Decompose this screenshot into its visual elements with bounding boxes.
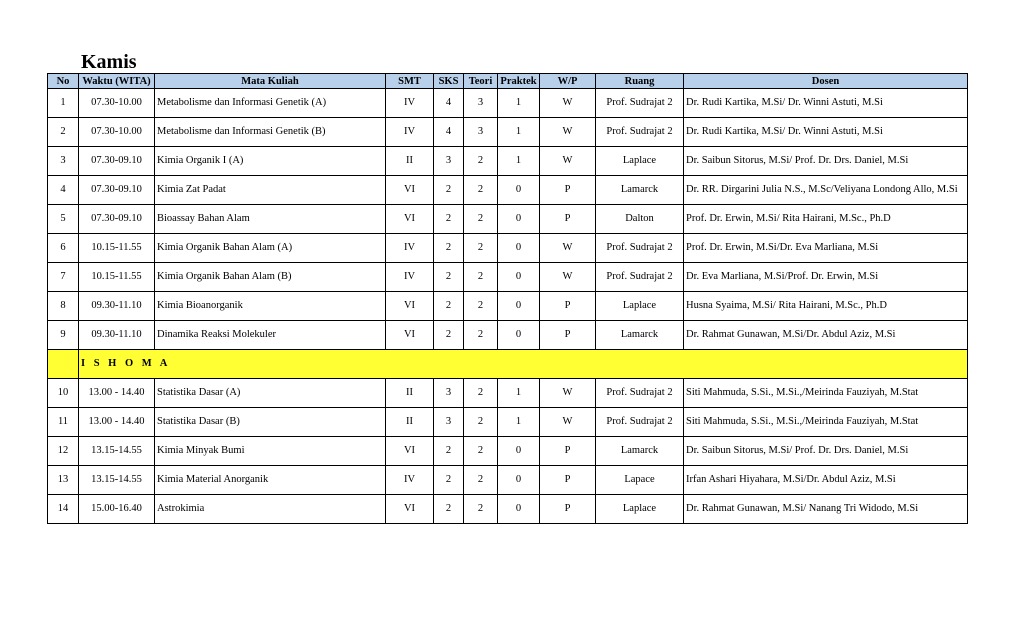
cell-waktu: 13.00 - 14.40 <box>79 408 155 437</box>
cell-waktu: 07.30-10.00 <box>79 89 155 118</box>
cell-ruang: Prof. Sudrajat 2 <box>596 379 684 408</box>
cell-dosen: Siti Mahmuda, S.Si., M.Si.,/Meirinda Fauziyah, M.Stat <box>684 408 968 437</box>
cell-no: 9 <box>48 321 79 350</box>
cell-wp: W <box>540 379 596 408</box>
cell-wp: W <box>540 408 596 437</box>
cell-no: 3 <box>48 147 79 176</box>
table-row <box>48 89 968 118</box>
cell-dosen: Dr. Saibun Sitorus, M.Si/ Prof. Dr. Drs. Daniel, M.Si <box>684 437 968 466</box>
cell-smt: IV <box>386 89 434 118</box>
header-no: No <box>48 74 79 89</box>
cell-no: 13 <box>48 466 79 495</box>
table-row <box>48 379 968 408</box>
cell-praktek: 0 <box>498 205 540 234</box>
cell-smt: VI <box>386 437 434 466</box>
cell-mata-kuliah: Kimia Zat Padat <box>155 176 386 205</box>
cell-waktu: 07.30-09.10 <box>79 147 155 176</box>
table-row <box>48 408 968 437</box>
cell-smt: VI <box>386 321 434 350</box>
cell-sks: 2 <box>434 466 464 495</box>
cell-waktu: 13.15-14.55 <box>79 466 155 495</box>
cell-sks: 2 <box>434 292 464 321</box>
cell-dosen: Siti Mahmuda, S.Si., M.Si.,/Meirinda Fauziyah, M.Stat <box>684 379 968 408</box>
cell-ruang: Laplace <box>596 292 684 321</box>
header-teori: Teori <box>464 74 498 89</box>
cell-smt: IV <box>386 118 434 147</box>
cell-teori: 2 <box>464 408 498 437</box>
cell-no: 14 <box>48 495 79 524</box>
cell-dosen: Irfan Ashari Hiyahara, M.Si/Dr. Abdul Aziz, M.Si <box>684 466 968 495</box>
cell-smt: II <box>386 408 434 437</box>
cell-praktek: 1 <box>498 147 540 176</box>
cell-teori: 2 <box>464 263 498 292</box>
cell-teori: 2 <box>464 234 498 263</box>
cell-mata-kuliah: Kimia Bioanorganik <box>155 292 386 321</box>
cell-dosen: Prof. Dr. Erwin, M.Si/Dr. Eva Marliana, M.Si <box>684 234 968 263</box>
cell-mata-kuliah: Kimia Organik Bahan Alam (A) <box>155 234 386 263</box>
cell-no: 10 <box>48 379 79 408</box>
cell-no: 5 <box>48 205 79 234</box>
table-row <box>48 437 968 466</box>
cell-dosen: Dr. Rudi Kartika, M.Si/ Dr. Winni Astuti, M.Si <box>684 89 968 118</box>
cell-wp: W <box>540 89 596 118</box>
header-smt: SMT <box>386 74 434 89</box>
cell-ruang: Lamarck <box>596 437 684 466</box>
table-row <box>48 176 968 205</box>
cell-teori: 3 <box>464 89 498 118</box>
cell-mata-kuliah: Bioassay Bahan Alam <box>155 205 386 234</box>
cell-mata-kuliah: Statistika Dasar (A) <box>155 379 386 408</box>
cell-praktek: 0 <box>498 234 540 263</box>
cell-praktek: 1 <box>498 379 540 408</box>
cell-wp: W <box>540 234 596 263</box>
header-dosen: Dosen <box>684 74 968 89</box>
cell-ruang: Lapace <box>596 466 684 495</box>
cell-sks: 2 <box>434 495 464 524</box>
table-row <box>48 118 968 147</box>
cell-wp: W <box>540 263 596 292</box>
cell-praktek: 0 <box>498 176 540 205</box>
cell-dosen: Dr. RR. Dirgarini Julia N.S., M.Sc/Veliyana Londong Allo, M.Si <box>684 176 968 205</box>
cell-waktu: 07.30-09.10 <box>79 176 155 205</box>
cell-sks: 4 <box>434 118 464 147</box>
cell-smt: IV <box>386 234 434 263</box>
header-praktek: Praktek <box>498 74 540 89</box>
header-ruang: Ruang <box>596 74 684 89</box>
cell-sks: 2 <box>434 263 464 292</box>
cell-smt: IV <box>386 263 434 292</box>
cell-mata-kuliah: Astrokimia <box>155 495 386 524</box>
cell-dosen: Husna Syaima, M.Si/ Rita Hairani, M.Sc., Ph.D <box>684 292 968 321</box>
cell-waktu: 10.15-11.55 <box>79 234 155 263</box>
cell-teori: 3 <box>464 118 498 147</box>
table-header <box>48 74 968 89</box>
cell-waktu: 07.30-09.10 <box>79 205 155 234</box>
cell-wp: W <box>540 147 596 176</box>
table-row <box>48 466 968 495</box>
cell-teori: 2 <box>464 176 498 205</box>
cell-wp: P <box>540 176 596 205</box>
cell-no: 12 <box>48 437 79 466</box>
cell-teori: 2 <box>464 466 498 495</box>
cell-mata-kuliah: Kimia Organik Bahan Alam (B) <box>155 263 386 292</box>
cell-teori: 2 <box>464 379 498 408</box>
header-waktu: Waktu (WITA) <box>79 74 155 89</box>
cell-ruang: Prof. Sudrajat 2 <box>596 263 684 292</box>
cell-wp: P <box>540 466 596 495</box>
cell-smt: VI <box>386 176 434 205</box>
cell-wp: P <box>540 495 596 524</box>
cell-smt: VI <box>386 495 434 524</box>
cell-mata-kuliah: Metabolisme dan Informasi Genetik (B) <box>155 118 386 147</box>
cell-praktek: 0 <box>498 321 540 350</box>
cell-wp: P <box>540 437 596 466</box>
cell-smt: IV <box>386 466 434 495</box>
cell-no: 2 <box>48 118 79 147</box>
cell-no: 7 <box>48 263 79 292</box>
cell-waktu: 09.30-11.10 <box>79 292 155 321</box>
cell-praktek: 1 <box>498 89 540 118</box>
cell-sks: 3 <box>434 408 464 437</box>
cell-teori: 2 <box>464 495 498 524</box>
cell-sks: 2 <box>434 205 464 234</box>
cell-mata-kuliah: Dinamika Reaksi Molekuler <box>155 321 386 350</box>
cell-waktu: 13.15-14.55 <box>79 437 155 466</box>
break-label: I S H O M A <box>79 350 968 379</box>
break-row <box>48 350 968 379</box>
cell-waktu: 10.15-11.55 <box>79 263 155 292</box>
table-row <box>48 495 968 524</box>
cell-waktu: 15.00-16.40 <box>79 495 155 524</box>
cell-no: 1 <box>48 89 79 118</box>
cell-teori: 2 <box>464 437 498 466</box>
cell-teori: 2 <box>464 147 498 176</box>
cell-ruang: Lamarck <box>596 321 684 350</box>
header-mata-kuliah: Mata Kuliah <box>155 74 386 89</box>
cell-praktek: 0 <box>498 263 540 292</box>
cell-wp: P <box>540 321 596 350</box>
cell-ruang: Prof. Sudrajat 2 <box>596 118 684 147</box>
cell-ruang: Laplace <box>596 495 684 524</box>
cell-teori: 2 <box>464 321 498 350</box>
cell-sks: 3 <box>434 379 464 408</box>
cell-teori: 2 <box>464 205 498 234</box>
cell-dosen: Dr. Rahmat Gunawan, M.Si/Dr. Abdul Aziz, M.Si <box>684 321 968 350</box>
cell-sks: 2 <box>434 437 464 466</box>
cell-praktek: 0 <box>498 437 540 466</box>
table-body <box>48 89 968 524</box>
cell-no: 4 <box>48 176 79 205</box>
cell-waktu: 07.30-10.00 <box>79 118 155 147</box>
cell-mata-kuliah: Kimia Organik I (A) <box>155 147 386 176</box>
break-blank-cell <box>48 350 79 379</box>
table-row <box>48 292 968 321</box>
cell-ruang: Prof. Sudrajat 2 <box>596 89 684 118</box>
cell-waktu: 09.30-11.10 <box>79 321 155 350</box>
cell-ruang: Laplace <box>596 147 684 176</box>
cell-ruang: Lamarck <box>596 176 684 205</box>
cell-sks: 4 <box>434 89 464 118</box>
cell-no: 6 <box>48 234 79 263</box>
table-row <box>48 263 968 292</box>
schedule-table <box>47 73 968 524</box>
cell-sks: 2 <box>434 176 464 205</box>
cell-smt: II <box>386 379 434 408</box>
cell-mata-kuliah: Kimia Minyak Bumi <box>155 437 386 466</box>
header-wp: W/P <box>540 74 596 89</box>
table-row <box>48 234 968 263</box>
cell-dosen: Dr. Rahmat Gunawan, M.Si/ Nanang Tri Widodo, M.Si <box>684 495 968 524</box>
cell-mata-kuliah: Metabolisme dan Informasi Genetik (A) <box>155 89 386 118</box>
cell-praktek: 0 <box>498 466 540 495</box>
cell-sks: 2 <box>434 234 464 263</box>
header-sks: SKS <box>434 74 464 89</box>
table-row <box>48 147 968 176</box>
cell-sks: 2 <box>434 321 464 350</box>
cell-sks: 3 <box>434 147 464 176</box>
cell-praktek: 1 <box>498 408 540 437</box>
cell-smt: VI <box>386 292 434 321</box>
cell-dosen: Dr. Saibun Sitorus, M.Si/ Prof. Dr. Drs. Daniel, M.Si <box>684 147 968 176</box>
cell-ruang: Prof. Sudrajat 2 <box>596 408 684 437</box>
cell-dosen: Dr. Eva Marliana, M.Si/Prof. Dr. Erwin, M.Si <box>684 263 968 292</box>
cell-smt: VI <box>386 205 434 234</box>
cell-mata-kuliah: Kimia Material Anorganik <box>155 466 386 495</box>
cell-praktek: 0 <box>498 495 540 524</box>
cell-wp: W <box>540 118 596 147</box>
cell-wp: P <box>540 205 596 234</box>
cell-dosen: Prof. Dr. Erwin, M.Si/ Rita Hairani, M.Sc., Ph.D <box>684 205 968 234</box>
cell-smt: II <box>386 147 434 176</box>
cell-waktu: 13.00 - 14.40 <box>79 379 155 408</box>
cell-praktek: 0 <box>498 292 540 321</box>
cell-teori: 2 <box>464 292 498 321</box>
table-row <box>48 321 968 350</box>
cell-wp: P <box>540 292 596 321</box>
cell-dosen: Dr. Rudi Kartika, M.Si/ Dr. Winni Astuti, M.Si <box>684 118 968 147</box>
day-title: Kamis <box>81 51 137 73</box>
cell-no: 11 <box>48 408 79 437</box>
table-row <box>48 205 968 234</box>
cell-no: 8 <box>48 292 79 321</box>
cell-mata-kuliah: Statistika Dasar (B) <box>155 408 386 437</box>
cell-ruang: Prof. Sudrajat 2 <box>596 234 684 263</box>
cell-ruang: Dalton <box>596 205 684 234</box>
cell-praktek: 1 <box>498 118 540 147</box>
